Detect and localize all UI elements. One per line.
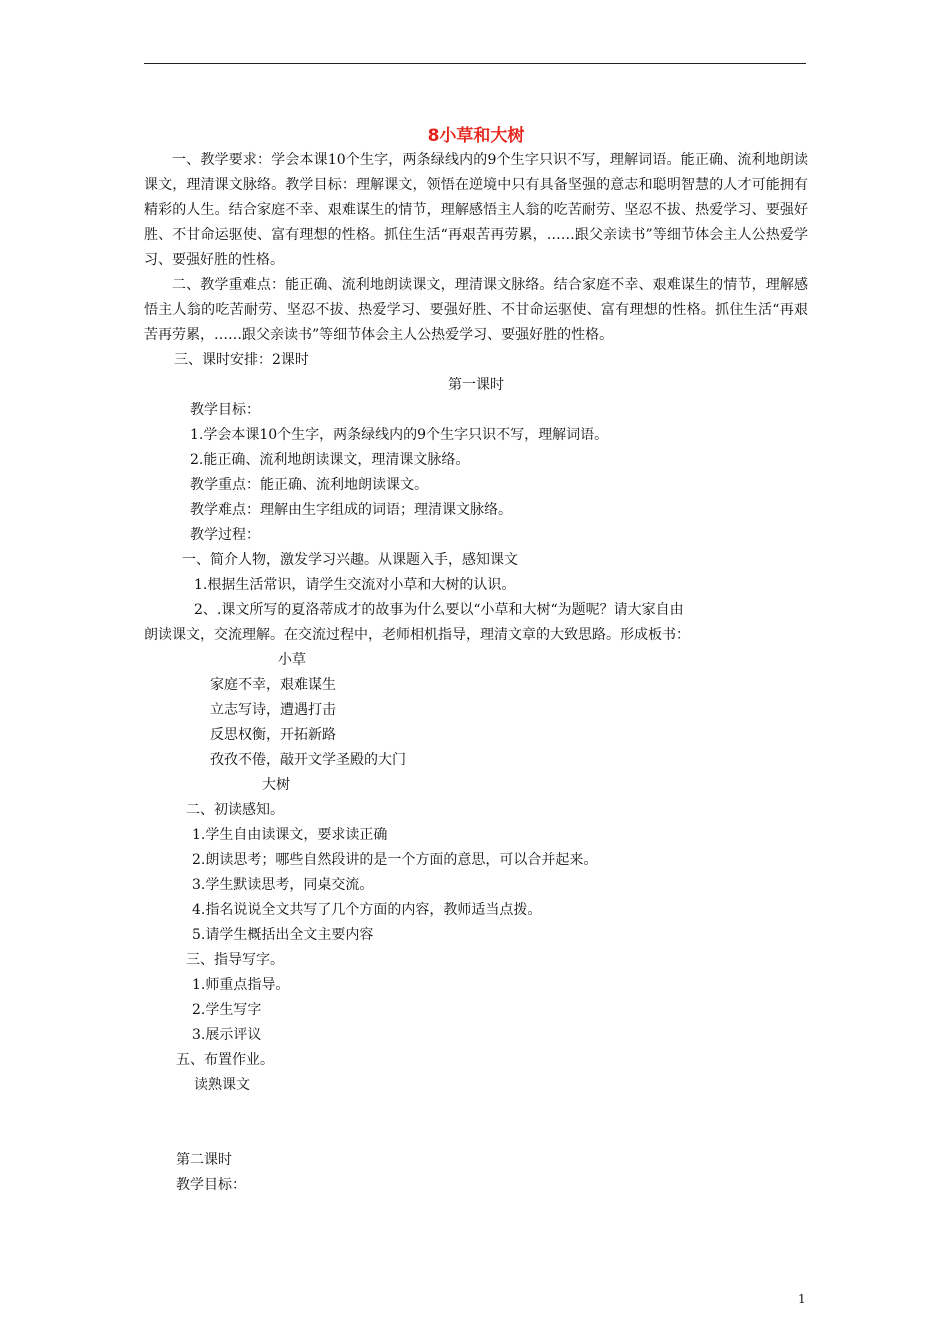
objectives-heading: 教学目标： [190,402,260,418]
step-3-heading: 三、指导写字。 [186,952,284,968]
step-2-item-4: 4.指名说说全文共写了几个方面的内容，教师适当点拨。 [192,902,542,918]
process-heading: 教学过程： [190,527,260,543]
step-5-heading: 五、布置作业。 [176,1052,274,1068]
class-hours: 三、课时安排：2课时 [174,352,309,368]
objective-1: 1.学会本课10个生字，两条绿线内的9个生字只识不写，理解词语。 [190,427,609,443]
step-1-item-1: 1.根据生活常识，请学生交流对小草和大树的认识。 [194,577,516,593]
board-small-grass: 小草 [278,652,306,668]
board-big-tree: 大树 [262,777,290,793]
board-line-2: 立志写诗，遭遇打击 [210,702,336,718]
board-line-4: 孜孜不倦，敲开文学圣殿的大门 [210,752,406,768]
spacer-2 [144,1123,808,1148]
document-title: 8小草和大树 [427,126,525,146]
step-2-heading: 二、初读感知。 [186,802,284,818]
second-objectives-heading: 教学目标： [176,1177,246,1193]
teaching-key-points: 二、教学重难点：能正确、流利地朗读课文，理清课文脉络。结合家庭不幸、艰难谋生的情节，理解感悟主人翁的吃苦耐劳、坚忍不拔、热爱学习、要强好胜、不甘命运驱使、富有理想的性格。抓住生活“再艰苦再劳累，……跟父亲读书”等细节体会主人公热爱学习、要强好胜的性格。 [144,277,808,343]
step-2-item-1: 1.学生自由读课文，要求读正确 [192,827,388,843]
document-body [144,124,808,1198]
step-1-item-2: 2、.课文所写的夏洛蒂成才的故事为什么要以“小草和大树“为题呢？请大家自由 [194,602,684,618]
section-second-lesson: 第二课时 [176,1152,232,1168]
step-1-heading: 一、简介人物，激发学习兴趣。从课题入手，感知课文 [182,552,518,568]
board-line-1: 家庭不幸，艰难谋生 [210,677,336,693]
page-number: 1 [798,1292,806,1306]
teaching-requirements: 一、教学要求：学会本课10个生字，两条绿线内的9个生字只识不写，理解词语。能正确、流利地朗读课文，理清课文脉络。教学目标：理解课文，领悟在逆境中只有具备坚强的意志和聪明智慧的人才可能拥有精彩的人生。结合家庭不幸、艰难谋生的情节，理解感悟主人翁的吃苦耐劳、坚忍不拔、热爱学习、要强好胜、不甘命运驱使、富有理想的性格。抓住生活“再艰苦再劳累，……跟父亲读书”等细节体会主人公热爱学习、要强好胜的性格。 [144,152,808,268]
step-3-item-3: 3.展示评议 [192,1027,262,1043]
step-3-item-1: 1.师重点指导。 [192,977,290,993]
step-2-item-2: 2.朗读思考；哪些自然段讲的是一个方面的意思，可以合并起来。 [192,852,598,868]
step-2-item-5: 5.请学生概括出全文主要内容 [192,927,374,943]
board-line-3: 反思权衡，开拓新路 [210,727,336,743]
step-1-item-2-cont: 朗读课文，交流理解。在交流过程中，老师相机指导，理清文章的大致思路。形成板书： [144,627,690,643]
step-2-item-3: 3.学生默读思考，同桌交流。 [192,877,374,893]
objective-2: 2.能正确、流利地朗读课文，理清课文脉络。 [190,452,470,468]
spacer-1 [144,1098,808,1123]
difficult-point: 教学难点：理解由生字组成的词语；理清课文脉络。 [190,502,512,518]
step-3-item-2: 2.学生写字 [192,1002,262,1018]
key-point: 教学重点：能正确、流利地朗读课文。 [190,477,428,493]
homework: 读熟课文 [194,1077,250,1093]
header-rule [144,63,806,64]
section-first-lesson: 第一课时 [448,377,504,393]
